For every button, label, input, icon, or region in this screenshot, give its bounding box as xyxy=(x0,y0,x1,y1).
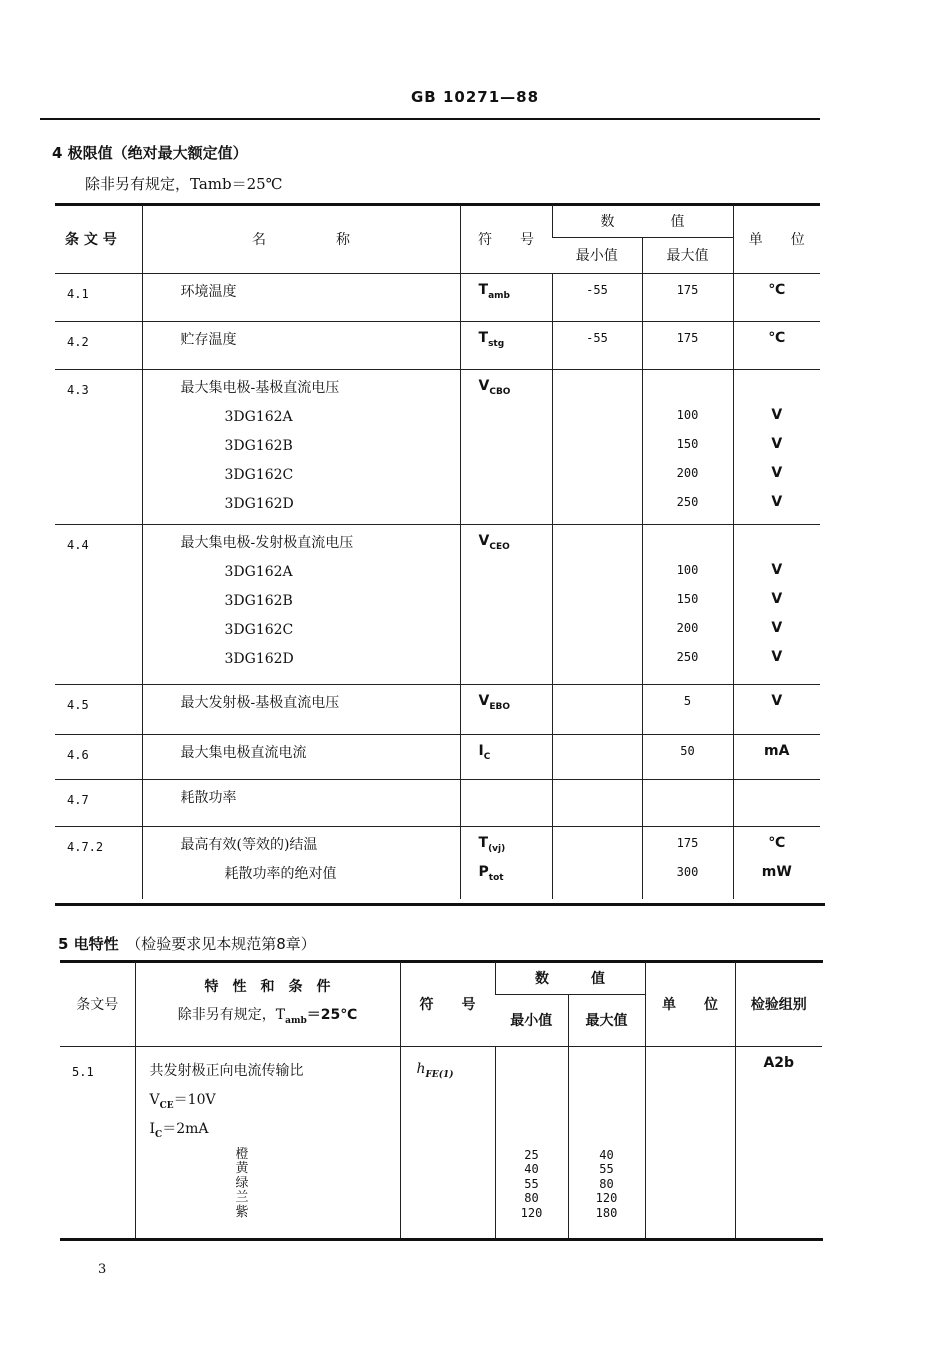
row-max-value: 150 xyxy=(676,436,699,451)
header-value: 数 值 xyxy=(495,962,645,994)
table-row xyxy=(55,369,820,524)
row-unit-value: V xyxy=(771,561,783,578)
row-name-line: 3DG162D xyxy=(224,495,294,512)
row-min xyxy=(552,779,642,826)
row-name xyxy=(142,524,460,684)
row-clause: 4.2 xyxy=(67,334,89,349)
hfe-max-value: 40 xyxy=(599,1147,614,1162)
header-rule xyxy=(40,118,820,120)
row-unit-value: V xyxy=(771,692,783,709)
row-unit-value: mW xyxy=(761,863,792,880)
header-max: 最大值 xyxy=(642,237,733,273)
row-min xyxy=(552,684,642,734)
header-symbol: 符 号 xyxy=(400,962,495,1046)
header-value: 数 值 xyxy=(552,205,733,237)
row-name-line: 环境温度 xyxy=(180,283,237,300)
hfe-max-value: 80 xyxy=(599,1176,614,1191)
symbol-line xyxy=(479,276,552,305)
cond-ic-value: ＝2mA xyxy=(162,1120,209,1137)
row-max-value: 100 xyxy=(676,562,699,577)
row-unit-value: ℃ xyxy=(768,834,786,851)
hfe-max-value: 55 xyxy=(599,1162,614,1176)
table2-bottom-rule xyxy=(60,1238,823,1241)
hfe-max-value: 180 xyxy=(595,1205,618,1220)
row-min xyxy=(552,273,642,321)
row-name-line: 3DG162A xyxy=(224,408,293,425)
symbol-line xyxy=(479,527,552,556)
table-row xyxy=(55,524,820,684)
row-name-line: 3DG162B xyxy=(224,437,293,454)
row-name-line: 耗散功率的绝对值 xyxy=(224,865,337,882)
symbol-main: P xyxy=(478,863,489,880)
row-symbol xyxy=(460,321,552,369)
row-symbol xyxy=(460,734,552,779)
color-grade: 兰 xyxy=(235,1190,249,1205)
row-unit xyxy=(733,321,820,369)
table-row xyxy=(55,273,820,321)
row-max xyxy=(642,369,733,524)
row-name xyxy=(142,321,460,369)
header-clause: 条 文 号 xyxy=(65,231,117,248)
cond-ic-sub: C xyxy=(155,1129,163,1140)
row-unit xyxy=(733,684,820,734)
row-name-line: 3DG162C xyxy=(224,621,294,638)
cond-vce-symbol: V xyxy=(149,1091,160,1108)
row-max xyxy=(568,1046,645,1238)
row-name xyxy=(142,826,460,899)
row-name-line: 贮存温度 xyxy=(180,331,237,348)
cond-vce-value: ＝10V xyxy=(173,1091,216,1108)
header-group: 检验组别 xyxy=(735,962,822,1046)
symbol-main: V xyxy=(478,532,490,549)
section-5-note: （检验要求见本规范第8章） xyxy=(133,935,316,953)
color-grades xyxy=(236,1148,252,1221)
row-name-line: 最大集电极直流电流 xyxy=(180,744,307,761)
header-char-label: 特 性 和 条 件 xyxy=(204,978,331,995)
row-unit-value: V xyxy=(771,493,783,510)
symbol-line xyxy=(479,737,552,766)
section-5-heading: 5 电特性 xyxy=(58,935,119,953)
row-name-line: 耗散功率 xyxy=(180,789,237,806)
row-clause: 4.7 xyxy=(67,792,89,807)
row-symbol xyxy=(460,273,552,321)
symbol-sub: EBO xyxy=(489,701,511,712)
cond-text: 除非另有规定，T xyxy=(177,1006,286,1023)
table-bottom-rule xyxy=(55,903,825,906)
row-clause: 4.6 xyxy=(67,747,89,762)
symbol-sub: (vj) xyxy=(488,843,506,854)
symbol-sub: tot xyxy=(488,872,504,883)
symbol-line xyxy=(479,829,552,858)
cond-tail: ＝25℃ xyxy=(306,1006,358,1023)
row-unit-value xyxy=(734,527,821,556)
row-max-value: 250 xyxy=(676,649,699,664)
row-min-value: -55 xyxy=(586,330,608,345)
row-unit-value: V xyxy=(771,406,783,423)
row-unit-value: V xyxy=(771,464,783,481)
row-name-line: 3DG162C xyxy=(224,466,294,483)
row-unit xyxy=(733,734,820,779)
cond-ic xyxy=(150,1115,400,1144)
row-symbol xyxy=(400,1046,495,1238)
row-name xyxy=(142,684,460,734)
hfe-max-value: 120 xyxy=(595,1191,618,1205)
row-clause: 4.5 xyxy=(67,697,89,712)
row-max-value: 175 xyxy=(676,835,699,850)
row-unit-value: ℃ xyxy=(768,281,786,298)
table-row xyxy=(55,734,820,779)
symbol-main: V xyxy=(478,377,490,394)
row-max xyxy=(642,734,733,779)
header-unit: 单 位 xyxy=(733,205,820,273)
row-max xyxy=(642,684,733,734)
row-symbol xyxy=(460,779,552,826)
row-max-value: 200 xyxy=(676,465,699,480)
row-name xyxy=(142,273,460,321)
row-characteristics xyxy=(135,1046,400,1238)
table-row xyxy=(55,321,820,369)
color-grade: 绿 xyxy=(235,1175,249,1191)
hfe-min-value: 80 xyxy=(524,1191,539,1205)
table-row xyxy=(55,826,820,899)
row-max-value: 175 xyxy=(676,282,699,297)
row-min xyxy=(552,321,642,369)
row-unit xyxy=(645,1046,735,1238)
header-name: 名 称 xyxy=(142,205,460,273)
row-name-line: 3DG162A xyxy=(224,563,293,580)
row-name xyxy=(142,734,460,779)
hfe-min-value: 55 xyxy=(524,1176,539,1191)
row-clause: 4.7.2 xyxy=(67,839,104,854)
symbol-main: T xyxy=(478,281,489,298)
row-max xyxy=(642,826,733,899)
row-unit xyxy=(733,369,820,524)
symbol-sub: stg xyxy=(488,338,505,349)
row-max-value: 5 xyxy=(683,693,692,708)
row-name xyxy=(142,369,460,524)
symbol-main: T xyxy=(478,834,489,851)
cond-sub: amb xyxy=(285,1015,307,1026)
row-name-line: 3DG162D xyxy=(224,650,294,667)
row-symbol xyxy=(460,369,552,524)
row-symbol xyxy=(460,826,552,899)
section-5-title xyxy=(58,933,316,954)
hfe-min-value: 120 xyxy=(520,1205,543,1220)
row-name-line: 最大发射极-基极直流电压 xyxy=(180,694,340,711)
document-header: GB 10271—88 xyxy=(410,88,540,106)
electrical-table xyxy=(60,962,822,1238)
header-cond xyxy=(136,1001,400,1035)
row-max-value: 175 xyxy=(676,330,699,345)
color-grade: 紫 xyxy=(235,1204,249,1220)
row-name-line: 3DG162B xyxy=(224,592,293,609)
row-unit xyxy=(733,273,820,321)
hfe-min-value: 40 xyxy=(524,1162,539,1176)
symbol-main: h xyxy=(416,1060,426,1077)
row-max-value: 300 xyxy=(676,864,699,879)
section-4-note: 除非另有规定，Tamb＝25℃ xyxy=(85,175,283,193)
row-unit-value: ℃ xyxy=(768,329,786,346)
symbol-sub: CBO xyxy=(489,386,511,397)
row-min-value: -55 xyxy=(586,282,608,297)
color-grade: 橙 xyxy=(235,1146,249,1162)
header-min: 最小值 xyxy=(510,1013,553,1029)
symbol-sub: FE(1) xyxy=(425,1069,454,1080)
row-max xyxy=(642,321,733,369)
row-unit xyxy=(733,826,820,899)
row-max-value: 200 xyxy=(676,620,699,635)
row-unit-value: mA xyxy=(764,742,790,759)
row-max-value xyxy=(643,527,733,556)
row-clause: 4.3 xyxy=(67,382,89,397)
row-max xyxy=(642,524,733,684)
page-number: 3 xyxy=(98,1262,107,1277)
symbol-main: I xyxy=(478,742,484,759)
row-name-line: 最大集电极-发射极直流电压 xyxy=(180,534,354,551)
color-grade: 黄 xyxy=(235,1161,249,1176)
table-row xyxy=(55,779,820,826)
row-unit-value xyxy=(734,372,821,401)
header-min: 最小值 xyxy=(575,248,618,264)
symbol-main: V xyxy=(478,692,490,709)
row-min xyxy=(495,1046,568,1238)
header-max: 最大值 xyxy=(568,994,645,1046)
row-symbol xyxy=(460,524,552,684)
header-characteristics xyxy=(135,962,400,1046)
row-name: 共发射极正向电流传输比 xyxy=(149,1062,304,1079)
cond-ic-symbol: I xyxy=(149,1120,156,1137)
row-max-value: 150 xyxy=(676,591,699,606)
symbol-main: T xyxy=(478,329,489,346)
header-clause: 条文号 xyxy=(76,996,119,1013)
symbol-sub: amb xyxy=(488,290,510,301)
cond-vce-sub: CE xyxy=(159,1100,174,1111)
row-max xyxy=(642,779,733,826)
row-name-line: 最高有效(等效的)结温 xyxy=(180,836,318,853)
row-max-value: 250 xyxy=(676,494,699,509)
row-symbol xyxy=(460,684,552,734)
row-group: A2b xyxy=(735,1046,822,1238)
symbol-line xyxy=(479,687,552,716)
table-row xyxy=(60,1046,822,1238)
section-4-title: 4 极限值（绝对最大额定值） xyxy=(52,144,248,162)
symbol-line xyxy=(479,372,552,401)
row-unit xyxy=(733,524,820,684)
row-max xyxy=(642,273,733,321)
header-unit: 单 位 xyxy=(645,962,735,1046)
row-max-value: 50 xyxy=(680,743,695,758)
row-clause: 4.1 xyxy=(67,286,89,301)
hfe-min-value: 25 xyxy=(524,1147,539,1162)
row-name-line: 最大集电极-基极直流电压 xyxy=(180,379,340,396)
symbol-line xyxy=(479,858,552,887)
row-name xyxy=(142,779,460,826)
cond-vce xyxy=(150,1086,400,1115)
row-unit-value: V xyxy=(771,435,783,452)
table-row xyxy=(55,684,820,734)
row-max-value: 100 xyxy=(676,407,699,422)
row-min xyxy=(552,826,642,899)
row-unit-value: V xyxy=(771,648,783,665)
row-min xyxy=(552,524,642,684)
symbol-sub: C xyxy=(483,751,491,762)
row-clause: 4.4 xyxy=(67,537,89,552)
row-clause: 5.1 xyxy=(60,1046,135,1238)
row-max-value xyxy=(643,372,733,401)
row-min xyxy=(552,369,642,524)
symbol-line xyxy=(479,324,552,353)
limits-table xyxy=(55,205,820,899)
row-unit-value: V xyxy=(771,590,783,607)
row-unit xyxy=(733,779,820,826)
header-symbol: 符 号 xyxy=(460,205,552,273)
symbol-sub: CEO xyxy=(489,541,510,552)
row-min xyxy=(552,734,642,779)
row-unit-value: V xyxy=(771,619,783,636)
